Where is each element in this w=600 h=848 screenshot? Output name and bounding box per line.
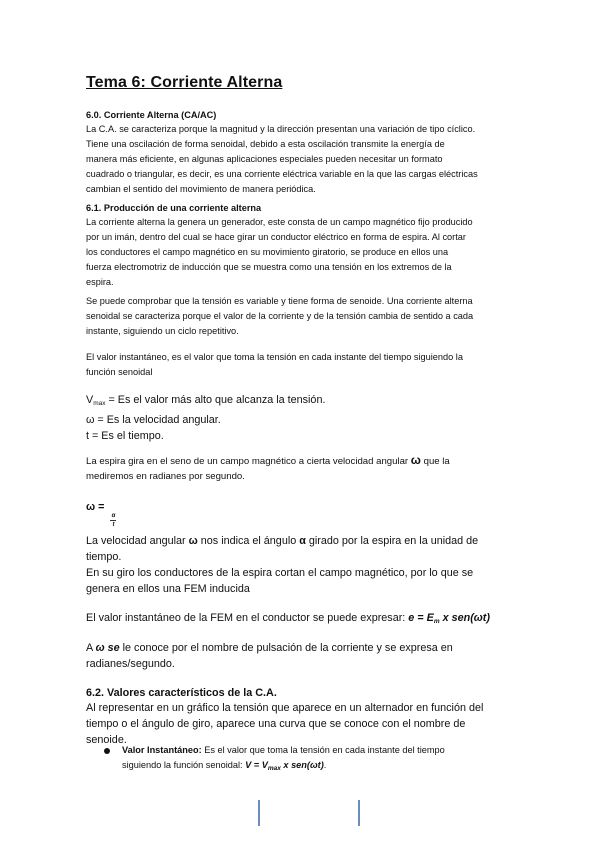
formula-lhs: ω =: [86, 501, 105, 513]
omega-symbol: ω: [188, 535, 198, 547]
text-line: siguiendo la función senoidal: $V = V_{max}$ x sen(ωt).: [122, 760, 327, 772]
text-line: genera en ellos una FEM inducida: [86, 583, 250, 595]
t-definition: t = Es el tiempo.: [86, 430, 164, 442]
text-line: manera más eficiente, en algunas aplicaciones especiales pueden necesitar un formato: [86, 154, 443, 164]
text-line: cuadrado o triangular, es decir, es una corriente eléctrica variable en la que las cargas eléctricas: [86, 169, 478, 179]
text-line: senoidal se caracteriza porque el valor de la corriente y de la tensión cambia de sentido a cada: [86, 311, 474, 321]
section-6-2-heading: 6.2. Valores característicos de la C.A.: [86, 687, 277, 699]
vmax-symbol: V: [86, 394, 94, 406]
text-line: Al representar en un gráfico la tensión que aparece en un alternador en función del: [86, 702, 484, 714]
text-line: mediremos en radianes por segundo.: [86, 471, 245, 482]
section-6-0-heading: 6.0. Corriente Alterna (CA/AC): [86, 110, 217, 120]
bullet-label: Valor Instantáneo:: [122, 745, 202, 755]
footer-mark-left: [258, 800, 260, 826]
page-title: Tema 6: Corriente Alterna: [86, 74, 283, 91]
footer-mark-right: [358, 800, 360, 826]
espira-paragraph: [86, 453, 526, 484]
angular-velocity-paragraph: [86, 533, 526, 597]
fem-formula: $e = E_m$ x sen(ωt): [408, 612, 490, 625]
text-line: espira.: [86, 277, 114, 287]
omega-symbol: ω: [410, 453, 421, 467]
text-line: cambian el sentido del movimiento de manera periódica.: [86, 184, 316, 194]
bullet-dot: [104, 748, 110, 754]
omega-definition: ω = Es la velocidad angular.: [86, 414, 221, 426]
variable-definitions: [86, 392, 325, 444]
text-line: radianes/segundo.: [86, 658, 175, 670]
text-line: La velocidad angular ω nos indica el ángulo α girado por la espira en la unidad de: [86, 535, 479, 547]
omega-se: ω se: [95, 642, 120, 654]
section-6-2-body: [86, 700, 526, 748]
section-6-1-para-2: [86, 294, 526, 339]
text-line: A ω se le conoce por el nombre de pulsación de la corriente y se expresa en: [86, 642, 453, 654]
text-line: tiempo.: [86, 551, 122, 563]
text-line: El valor instantáneo, es el valor que toma la tensión en cada instante del tiempo siguiendo la: [86, 352, 463, 362]
section-6-1-para-3: [86, 350, 526, 380]
text-line: fuerza electromotriz de inducción que se muestra como una tensión en los extremos de la: [86, 262, 452, 272]
omega-formula: [86, 499, 116, 529]
section-6-1-heading: 6.1. Producción de una corriente alterna: [86, 203, 262, 213]
alpha-symbol: α: [299, 535, 306, 547]
text-line: función senoidal: [86, 367, 153, 377]
text-line: senoide.: [86, 734, 127, 746]
text-line: La corriente alterna la genera un generador, este consta de un campo magnético fijo producido: [86, 217, 473, 227]
pulsation-paragraph: [86, 640, 526, 672]
text-line: instante, siguiendo un ciclo repetitivo.: [86, 326, 239, 336]
vmax-text: = Es el valor más alto que alcanza la tensión.: [105, 394, 326, 406]
vmax-definition: [86, 392, 325, 412]
text-line: los conductores el campo magnético en su movimiento giratorio, se produce en ellos una: [86, 247, 449, 257]
text-line: por un imán, dentro del cual se hace girar un conductor eléctrico en forma de espira. Al cortar: [86, 232, 466, 242]
text-line: tiempo o el ángulo de giro, aparece una curva que se conoce con el nombre de: [86, 718, 466, 730]
text-line: La C.A. se caracteriza porque la magnitud y la dirección presentan una variación de tipo cíclico.: [86, 124, 476, 134]
fem-expression: El valor instantáneo de la FEM en el conductor se puede expresar: $e = E_m$ x sen(ωt): [86, 612, 490, 625]
text-line: Tiene una oscilación de forma senoidal, debido a esta oscilación transmite la energía de: [86, 139, 445, 149]
fraction-numerator: α: [111, 513, 116, 519]
text-line: La espira gira en el seno de un campo magnético a cierta velocidad angular ω que la: [86, 453, 450, 467]
section-6-0-body: [86, 122, 526, 197]
bullet-valor-instantaneo: [122, 743, 542, 776]
vmax-subscript: max: [93, 400, 106, 407]
fraction: [110, 512, 116, 529]
text-line: En su giro los conductores de la espira cortan el campo magnético, por lo que se: [86, 567, 474, 579]
fraction-denominator: t: [112, 522, 115, 528]
text-line: Se puede comprobar que la tensión es variable y tiene forma de senoide. Una corriente alterna: [86, 296, 473, 306]
bullet-formula: $V = V_{max}$ x sen(ωt): [245, 760, 324, 772]
section-6-1-para-1: [86, 215, 526, 290]
text-line: Valor Instantáneo: Es el valor que toma la tensión en cada instante del tiempo: [122, 745, 445, 755]
